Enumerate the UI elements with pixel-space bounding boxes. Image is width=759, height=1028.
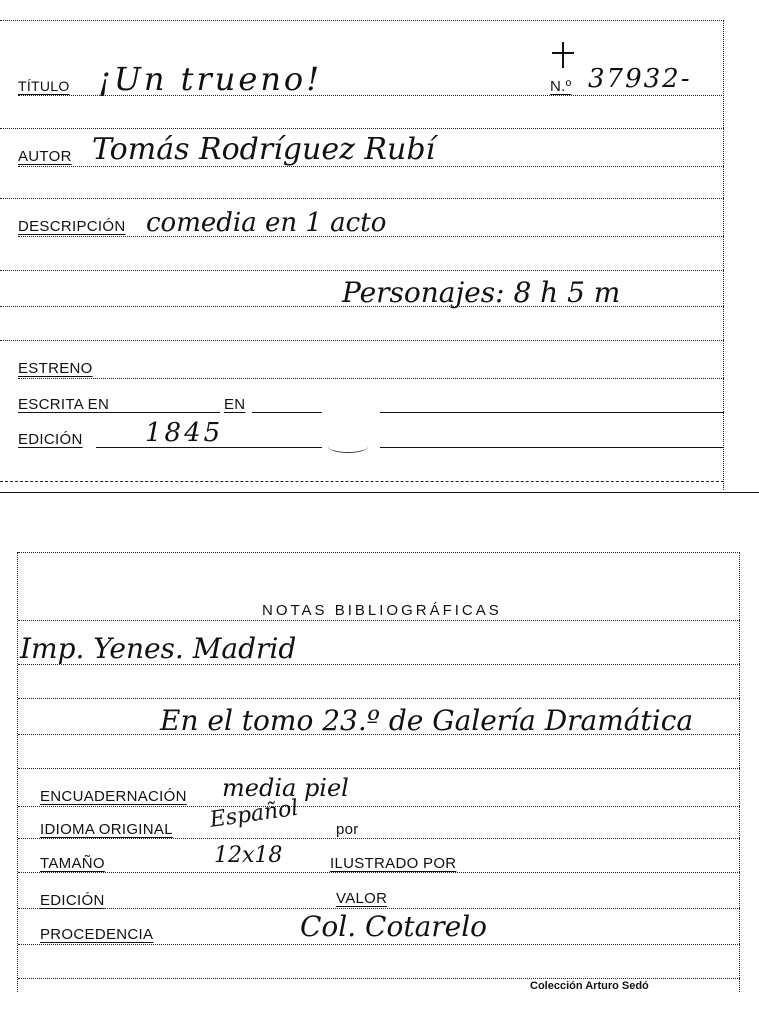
- collection-credit: Colección Arturo Sedó: [530, 980, 649, 992]
- autor-line: [18, 166, 724, 167]
- escrita-en-line: [100, 412, 220, 413]
- valor-label: VALOR: [336, 890, 388, 907]
- card-top-border: [0, 20, 724, 21]
- notas-heading: NOTAS BIBLIOGRÁFICAS: [262, 602, 502, 619]
- card-right-border: [723, 20, 724, 490]
- ruled-line: [0, 340, 724, 341]
- descripcion-value: comedia en 1 acto: [146, 208, 387, 238]
- edicion-label: EDICIÓN: [40, 892, 105, 909]
- ruled-line: [18, 838, 740, 839]
- autor-label: AUTOR: [18, 148, 72, 165]
- en-line: [252, 412, 322, 413]
- numero-label: N.º: [550, 78, 572, 95]
- card-right-border: [739, 552, 740, 992]
- cross-mark-bar: [552, 52, 574, 54]
- smudge-mark: [328, 440, 368, 453]
- estreno-label: ESTRENO: [18, 360, 93, 377]
- escrita-en-en-label: EN: [224, 396, 246, 413]
- descripcion-label: DESCRIPCIÓN: [18, 218, 126, 235]
- ruled-line: [0, 481, 724, 482]
- card-separator: [0, 492, 759, 493]
- edicion-line: [96, 447, 322, 448]
- idioma-label: IDIOMA ORIGINAL: [40, 821, 173, 838]
- edicion-line-right: [380, 447, 724, 448]
- card-top-border: [18, 552, 740, 553]
- procedencia-value: Col. Cotarelo: [300, 910, 488, 943]
- escrita-en-label: ESCRITA EN: [18, 396, 110, 413]
- catalog-card-front: [0, 0, 759, 500]
- encuadernacion-label: ENCUADERNACIÓN: [40, 788, 187, 805]
- ruled-line: [18, 664, 740, 665]
- procedencia-label: PROCEDENCIA: [40, 926, 154, 943]
- titulo-line: [18, 95, 724, 96]
- numero-value: 37932-: [588, 64, 692, 94]
- ruled-line: [0, 128, 724, 129]
- personajes-note: Personajes: 8 h 5 m: [342, 276, 621, 309]
- idioma-por-label: por: [336, 821, 359, 838]
- edicion-value: 1845: [145, 418, 224, 448]
- ruled-line: [0, 198, 724, 199]
- descripcion-line: [18, 236, 724, 237]
- ruled-line: [18, 944, 740, 945]
- ruled-line: [18, 620, 740, 621]
- ruled-line: [18, 806, 740, 807]
- ruled-line: [18, 908, 740, 909]
- cross-mark-icon: [562, 42, 564, 68]
- en-line-right: [380, 412, 724, 413]
- catalog-card-back: [0, 540, 759, 1028]
- estreno-line: [18, 378, 724, 379]
- ruled-line: [18, 734, 740, 735]
- encuadernacion-value: media piel: [222, 774, 349, 802]
- note-line-1: Imp. Yenes. Madrid: [20, 632, 297, 665]
- titulo-value: ¡Un trueno!: [98, 60, 323, 98]
- idioma-value: Español: [208, 795, 300, 833]
- ilustrado-label: ILUSTRADO POR: [330, 855, 457, 872]
- tamano-label: TAMAÑO: [40, 855, 105, 872]
- ruled-line: [0, 306, 724, 307]
- autor-value: Tomás Rodríguez Rubí: [92, 132, 436, 167]
- titulo-label: TÍTULO: [18, 78, 70, 94]
- note-line-2: En el tomo 23.º de Galería Dramática: [160, 704, 694, 737]
- tamano-value: 12x18: [214, 843, 283, 868]
- ruled-line: [18, 978, 740, 979]
- ruled-line: [0, 270, 724, 271]
- ruled-line: [18, 698, 740, 699]
- card-left-border: [17, 552, 18, 992]
- edicion-label: EDICIÓN: [18, 431, 83, 448]
- ruled-line: [18, 768, 740, 769]
- ruled-line: [18, 872, 740, 873]
